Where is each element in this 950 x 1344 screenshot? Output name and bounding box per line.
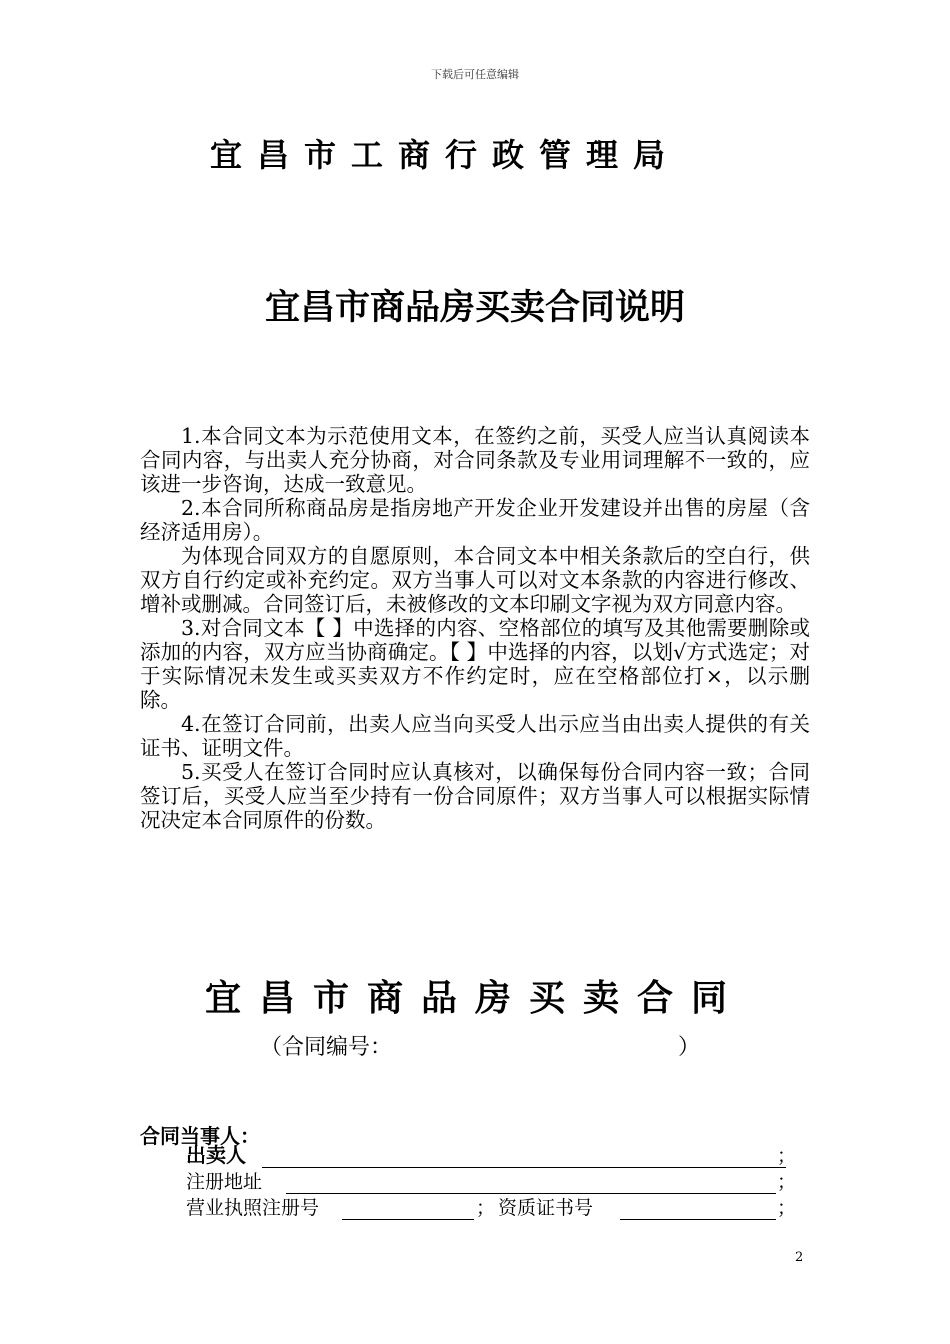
qualification-label: 资质证书号 [498, 1197, 594, 1219]
page-number: 2 [795, 1250, 804, 1265]
paragraph-3: 3.对合同文本【 】中选择的内容、空格部位的填写及其他需要删除或添加的内容，双方应当协商确定。【 】中选择的内容，以划√方式选定；对于实际情况未发生或买卖双方不作约定时，应在空格部位打×，以示删除。 [140, 616, 810, 712]
qualification-blank[interactable] [620, 1218, 776, 1220]
contract-number-close: ） [677, 1035, 700, 1060]
paragraph-2b: 为体现合同双方的自愿原则，本合同文本中相关条款后的空白行，供双方自行约定或补充约定。双方当事人可以对文本条款的内容进行修改、增补或删减。合同签订后，未被修改的文本印刷文字视为双方同意内容。 [140, 544, 810, 616]
license-label: 营业执照注册号 [186, 1197, 320, 1219]
instructions-body [140, 424, 810, 832]
agency-title: 宜昌市工商行政管理局 [209, 136, 680, 174]
paragraph-2: 2.本合同所称商品房是指房地产开发企业开发建设并出售的房屋（含经济适用房）。 [140, 496, 810, 544]
contract-title: 宜昌市商品房买卖合同 [204, 978, 745, 1019]
paragraph-4: 4.在签订合同前，出卖人应当向买受人出示应当由出卖人提供的有关证书、证明文件。 [140, 712, 810, 760]
contract-number-label: （合同编号： [260, 1035, 393, 1060]
license-blank[interactable] [342, 1218, 474, 1220]
address-label: 注册地址 [186, 1171, 263, 1193]
qualification-separator: ； [776, 1197, 796, 1219]
document-title: 宜昌市商品房买卖合同说明 [264, 288, 685, 328]
contract-number-line [260, 1030, 700, 1061]
license-row [186, 1198, 796, 1224]
seller-row [186, 1143, 796, 1172]
paragraph-1: 1.本合同文本为示范使用文本，在签约之前，买受人应当认真阅读本合同内容，与出卖人充分协商，对合同条款及专业用词理解不一致的，应该进一步咨询，达成一致意见。 [140, 424, 810, 496]
header-note: 下载后可任意编辑 [431, 68, 519, 81]
seller-separator: ； [776, 1145, 796, 1167]
parties-heading: 合同当事人： [140, 1124, 260, 1148]
seller-blank[interactable] [262, 1166, 786, 1168]
address-separator: ； [776, 1171, 796, 1193]
paragraph-5: 5.买受人在签订合同时应认真核对，以确保每份合同内容一致；合同签订后，买受人应当至少持有一份合同原件；双方当事人可以根据实际情况决定本合同原件的份数。 [140, 760, 810, 832]
license-separator: ； [476, 1197, 496, 1219]
seller-label: 出卖人 [186, 1143, 246, 1167]
